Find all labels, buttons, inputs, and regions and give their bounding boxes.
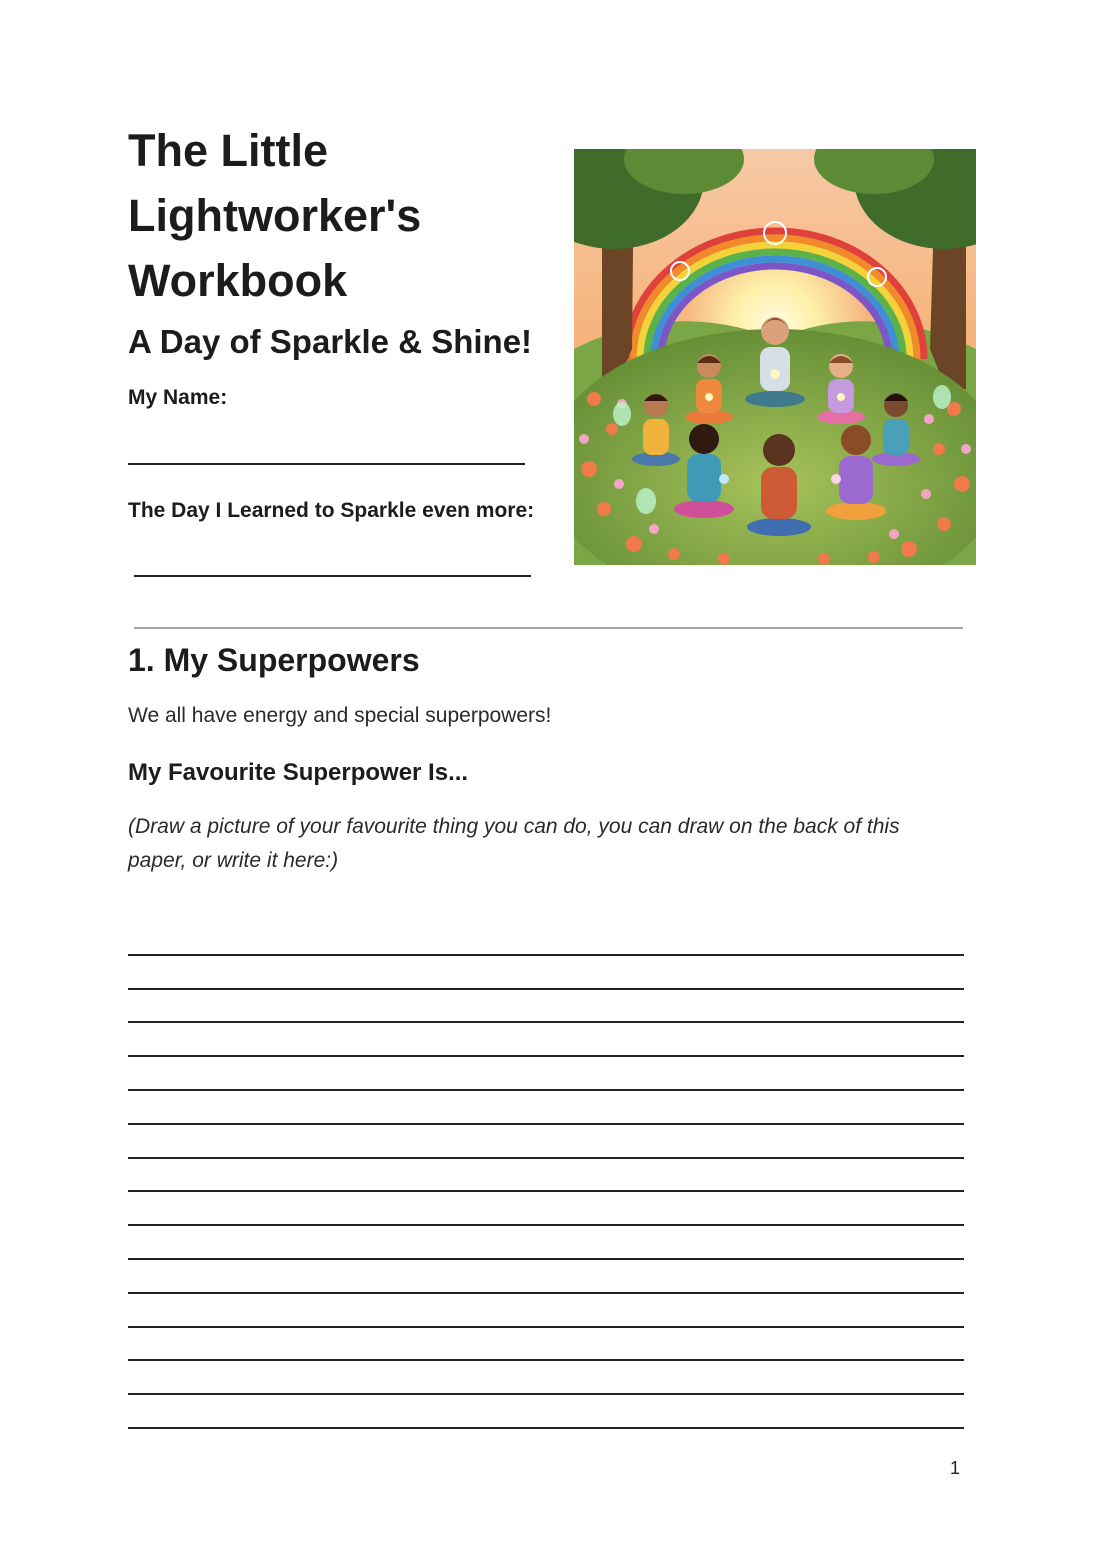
writing-line[interactable] <box>128 1057 964 1091</box>
rainbow-meditation-scene <box>574 149 976 565</box>
writing-line[interactable] <box>128 1226 964 1260</box>
writing-line[interactable] <box>128 1395 964 1429</box>
writing-line[interactable] <box>128 1294 964 1328</box>
name-label: My Name: <box>128 386 228 409</box>
date-label: The Day I Learned to Sparkle even more: <box>128 499 535 522</box>
writing-area[interactable] <box>128 922 964 1429</box>
writing-line[interactable] <box>128 956 964 990</box>
superpower-subheading: My Favourite Superpower Is... <box>128 759 469 786</box>
workbook-subtitle: A Day of Sparkle & Shine! <box>128 323 533 360</box>
section-intro: We all have energy and special superpowers! <box>128 704 552 727</box>
writing-line[interactable] <box>128 1159 964 1193</box>
page-number: 1 <box>950 1458 961 1478</box>
writing-line[interactable] <box>128 922 964 956</box>
name-field[interactable] <box>128 463 525 465</box>
workbook-title <box>128 118 548 313</box>
drawing-instructions: (Draw a picture of your favourite thing you can do, you can draw on the back of this paper, or write it here:) <box>128 815 900 872</box>
writing-line[interactable] <box>128 1328 964 1362</box>
writing-line[interactable] <box>128 1023 964 1057</box>
writing-line[interactable] <box>128 1125 964 1159</box>
title-line-1: The Little <box>128 125 328 176</box>
writing-line[interactable] <box>128 1091 964 1125</box>
title-line-3: Workbook <box>128 255 348 306</box>
children-meditating-illustration <box>574 149 976 565</box>
writing-line[interactable] <box>128 1361 964 1395</box>
writing-line[interactable] <box>128 1260 964 1294</box>
section-heading: 1. My Superpowers <box>128 642 420 678</box>
writing-line[interactable] <box>128 1192 964 1226</box>
writing-line[interactable] <box>128 990 964 1024</box>
date-field[interactable] <box>134 575 531 577</box>
section-divider <box>134 627 963 629</box>
title-line-2: Lightworker's <box>128 190 422 241</box>
